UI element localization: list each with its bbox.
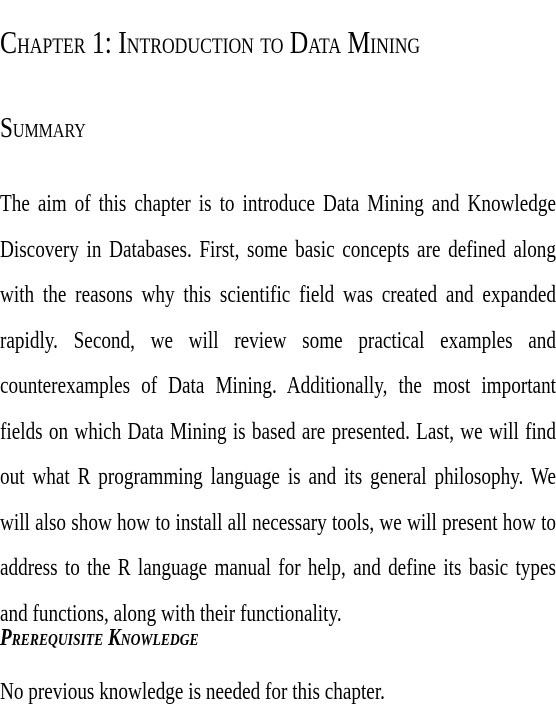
summary-paragraph: The aim of this chapter is to introduce Data Mining and Knowledge Discovery in Databases. First, some basic concepts are defined along with the reasons why this scientific field was created and expanded rapidly. Second, we will review some practical examples and counterexamples of Data Mining. Additionally, the most important fields on which Data Mining is based are presented. Last, we will find out what R programming language is and its general philosophy. We will also show how to install all necessary tools, we will present how to address to the R language manual for help, and define its basic types and functions, along with their functionality.	[0, 191, 556, 627]
chapter-title: Chapter 1: Introduction to Data Mining	[0, 24, 421, 60]
summary-heading: Summary	[0, 112, 86, 144]
prerequisite-heading: Prerequisite Knowledge	[0, 625, 199, 651]
prerequisite-paragraph: No previous knowledge is needed for this chapter.	[0, 679, 385, 705]
